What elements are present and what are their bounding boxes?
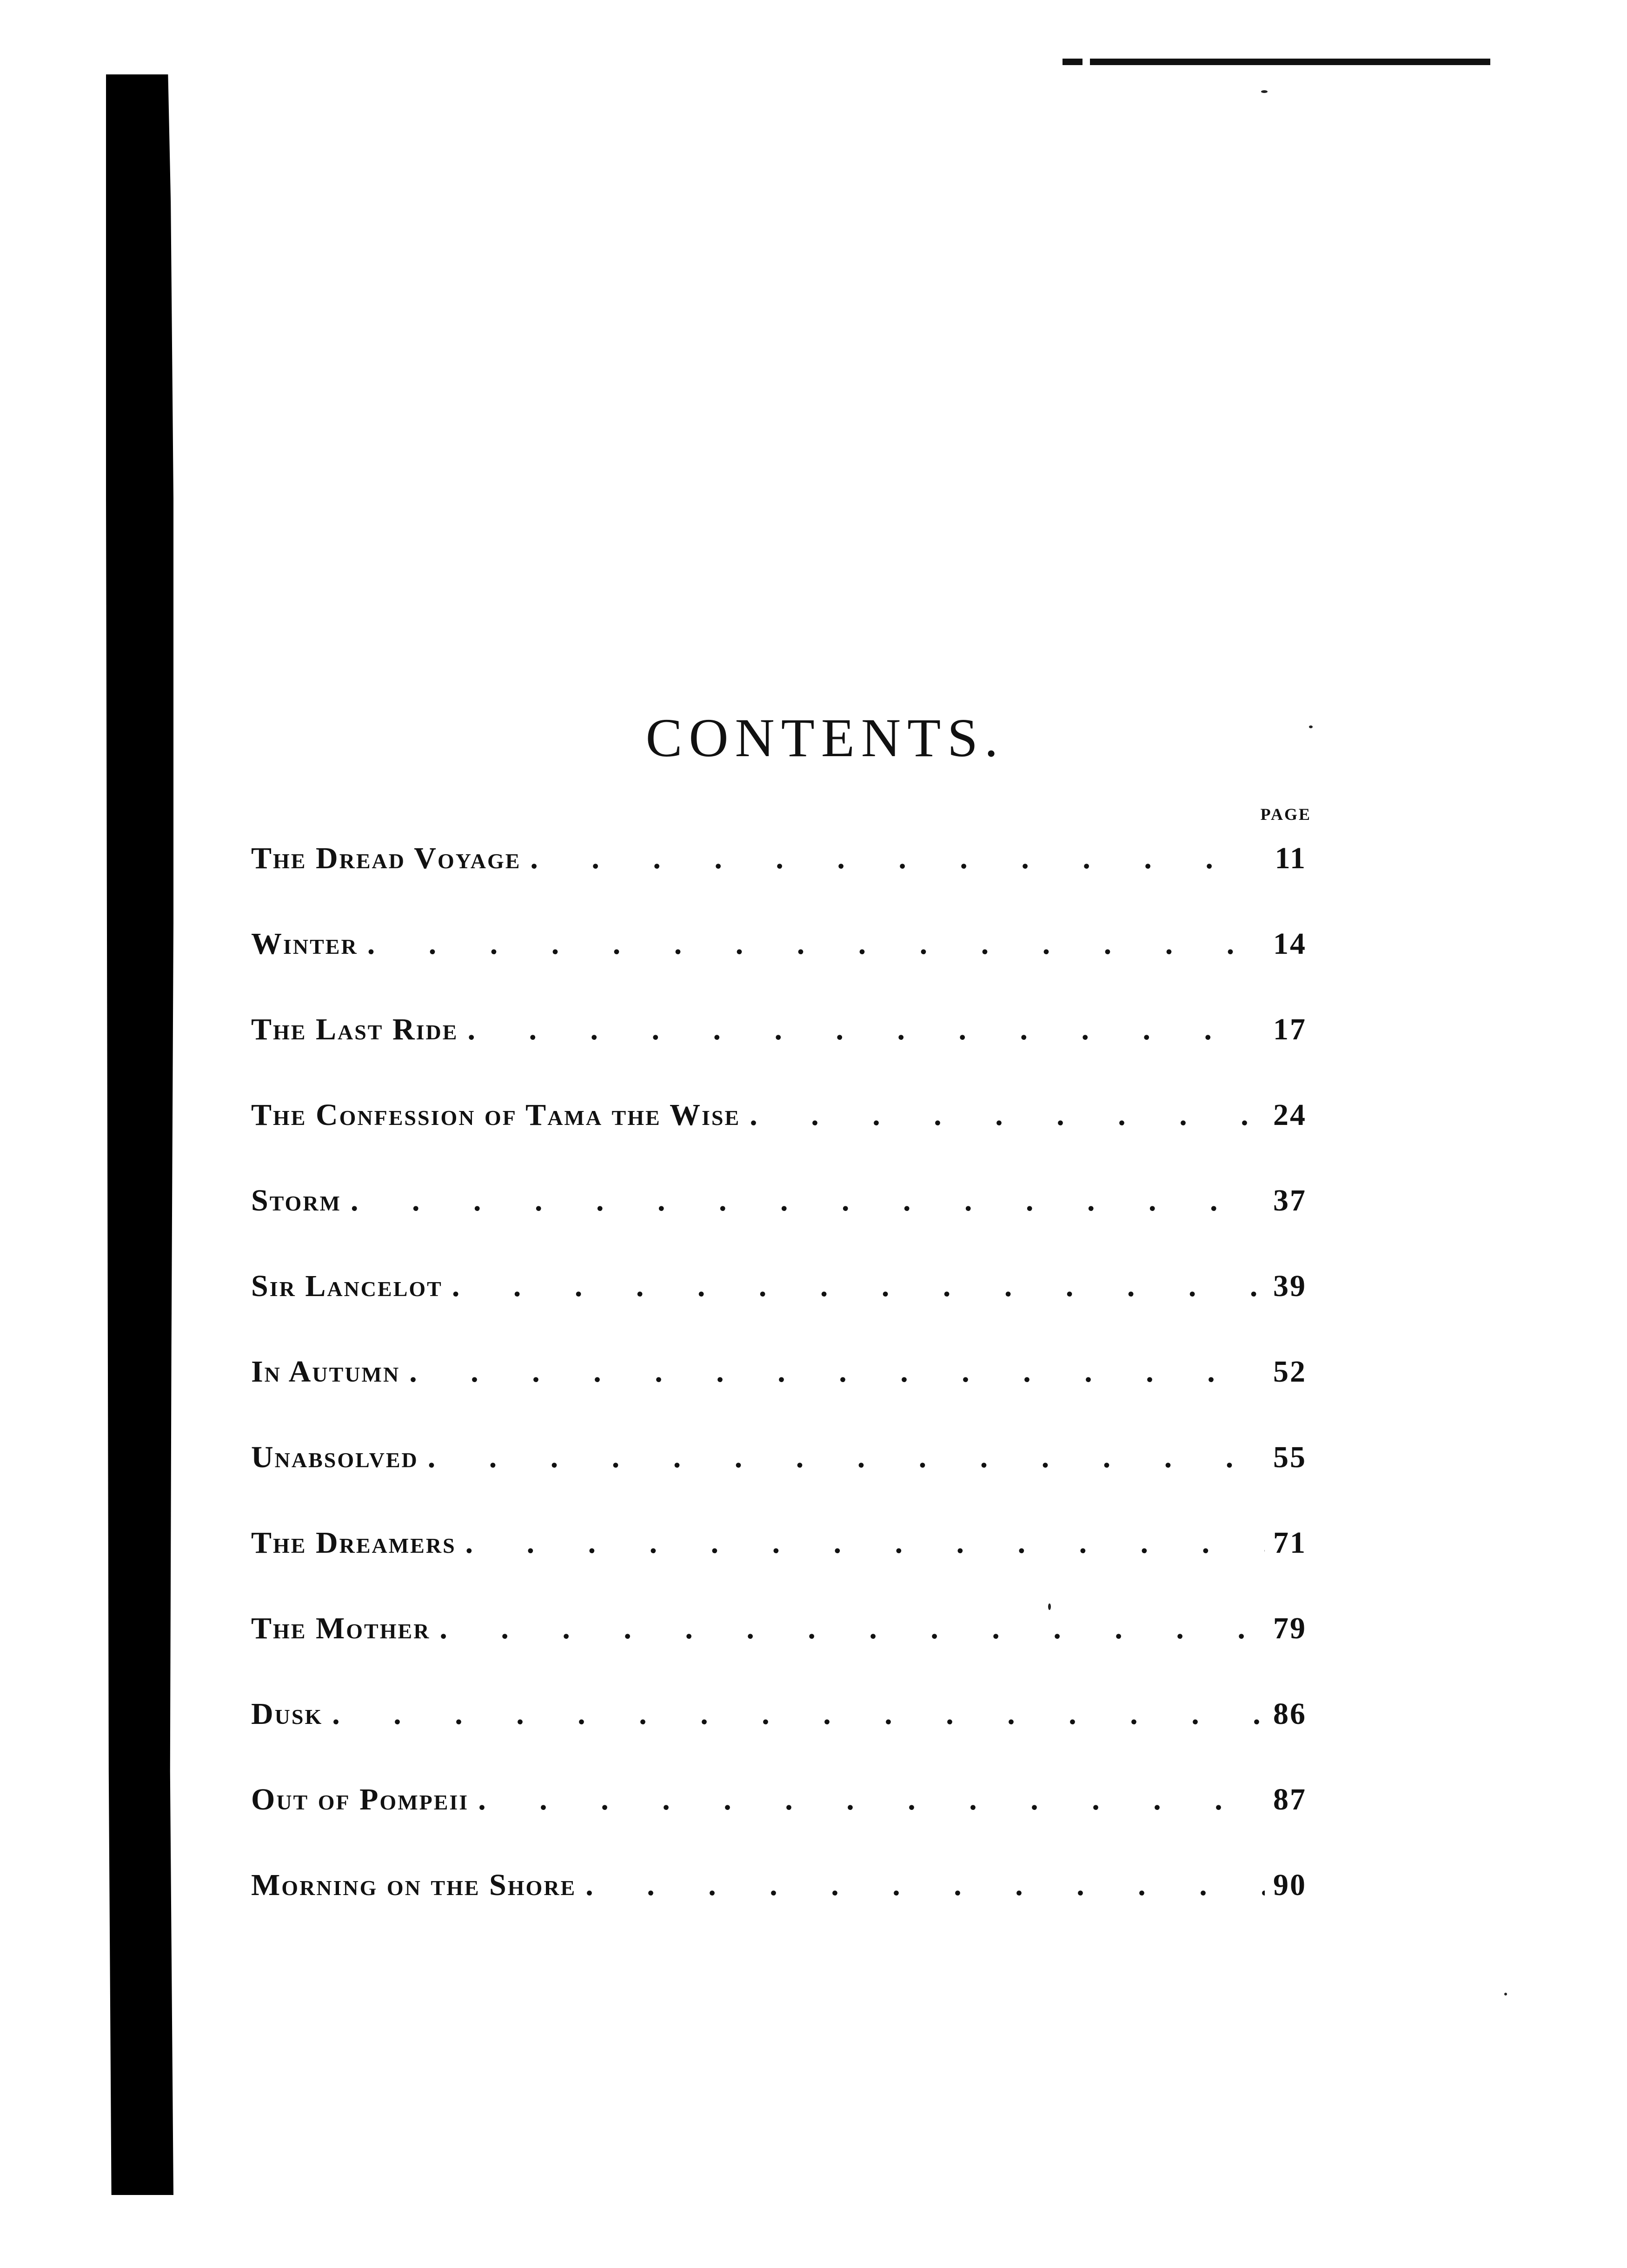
scan-speck: [1504, 1993, 1507, 1995]
dot-leader: [400, 1354, 1265, 1390]
toc-entry-title: Out of Pompeii: [251, 1782, 469, 1816]
toc-entry-title: Unabsolved: [251, 1440, 418, 1474]
toc-entry[interactable]: [251, 1354, 1307, 1440]
dot-leader: [469, 1782, 1265, 1817]
dot-leader: [418, 1440, 1265, 1475]
toc-entry[interactable]: [251, 1012, 1307, 1097]
toc-entry[interactable]: [251, 1868, 1307, 1953]
toc-entry-title: Storm: [251, 1184, 341, 1217]
dot-leader: [341, 1183, 1265, 1218]
toc-entry-title: The Last Ride: [251, 1012, 458, 1046]
toc-entry[interactable]: [251, 1440, 1307, 1525]
toc-entry[interactable]: [251, 1097, 1307, 1183]
toc-entry-title: The Confession of Tama the Wise: [251, 1098, 741, 1132]
toc-entry-title: The Dread Voyage: [251, 841, 521, 875]
toc-entry-title: Morning on the Shore: [251, 1868, 577, 1902]
toc-entry-page: 17: [1273, 1012, 1307, 1046]
toc-entry[interactable]: [251, 1782, 1307, 1868]
scan-speck: [1261, 90, 1268, 93]
page-column-label: PAGE: [1260, 805, 1311, 824]
toc-entry-title: The Mother: [251, 1611, 431, 1645]
toc-entry-page: 39: [1273, 1269, 1307, 1303]
toc-entry-page: 11: [1275, 841, 1307, 875]
dot-leader: [456, 1525, 1265, 1561]
toc-entry-title: The Dreamers: [251, 1526, 456, 1560]
dot-leader: [430, 1611, 1265, 1646]
toc-entry[interactable]: [251, 841, 1307, 926]
toc-entry[interactable]: [251, 1696, 1307, 1782]
dot-leader: [576, 1868, 1265, 1903]
toc-entry-page: 86: [1273, 1697, 1307, 1731]
toc-entry-page: 90: [1273, 1868, 1307, 1902]
toc-entry-title: Dusk: [251, 1697, 323, 1731]
toc-entry-title: In Autumn: [251, 1355, 400, 1389]
toc-entry-page: 87: [1273, 1782, 1307, 1816]
toc-entry[interactable]: [251, 926, 1307, 1012]
toc-entry-page: 55: [1273, 1440, 1307, 1474]
top-rule: [1063, 59, 1490, 65]
toc-entry-page: 79: [1273, 1611, 1307, 1645]
toc-entry[interactable]: [251, 1269, 1307, 1354]
toc-entry[interactable]: [251, 1611, 1307, 1696]
dot-leader: [521, 841, 1265, 876]
dot-leader: [443, 1269, 1265, 1304]
toc-entry-page: 37: [1273, 1184, 1307, 1217]
toc-entry-page: 52: [1273, 1355, 1307, 1389]
toc-entry-page: 71: [1273, 1526, 1307, 1560]
toc-entry-page: 14: [1273, 927, 1307, 961]
page-title: CONTENTS.: [645, 707, 1005, 769]
dot-leader: [323, 1696, 1265, 1732]
binding-edge: [106, 74, 173, 2195]
dot-leader: [740, 1097, 1265, 1133]
toc-entry[interactable]: [251, 1183, 1307, 1269]
toc-entry-title: Sir Lancelot: [251, 1269, 443, 1303]
toc-entry-title: Winter: [251, 927, 358, 961]
table-of-contents: [251, 841, 1307, 1953]
dot-leader: [358, 926, 1265, 962]
top-rule-gap: [1082, 58, 1090, 66]
toc-entry[interactable]: [251, 1525, 1307, 1611]
toc-entry-page: 24: [1273, 1098, 1307, 1132]
dot-leader: [458, 1012, 1265, 1047]
